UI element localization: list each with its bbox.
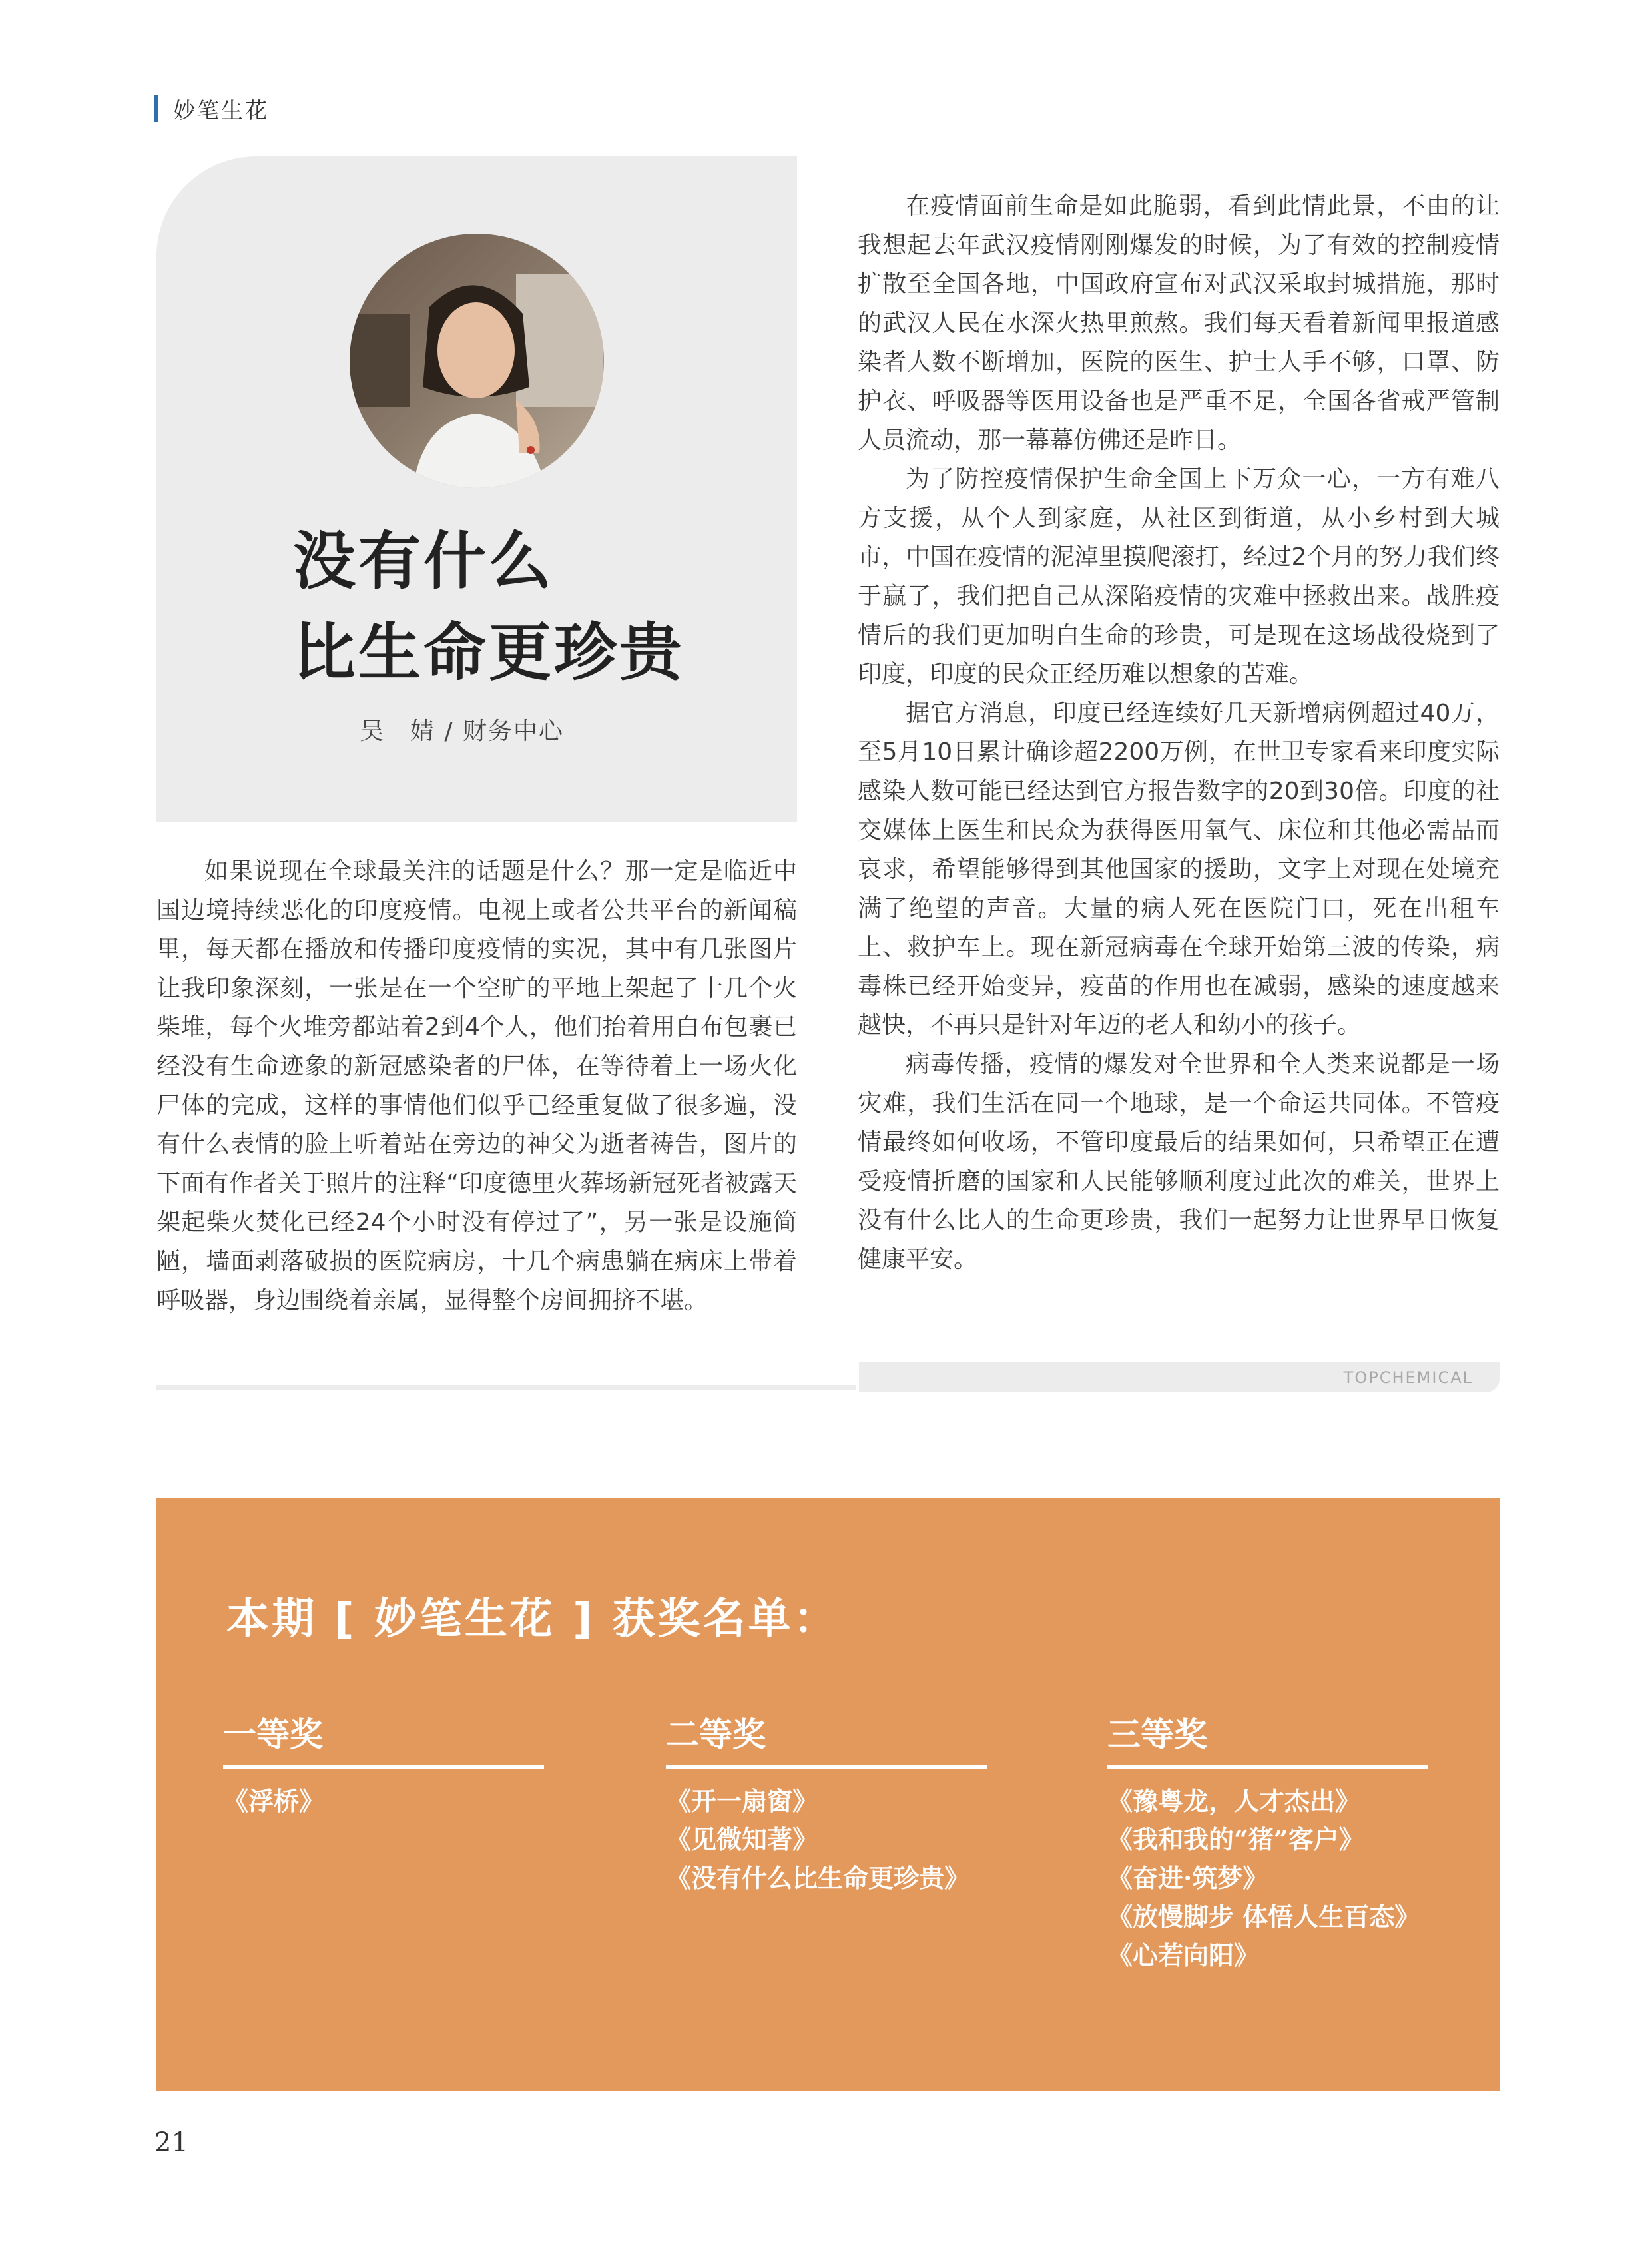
award-item: 《豫粤龙，人才杰出》 — [1107, 1786, 1361, 1816]
section-accent-bar — [154, 95, 158, 122]
award-item: 《放慢脚步 体悟人生百态》 — [1107, 1902, 1420, 1932]
footer-brand: TOPCHEMICAL — [1343, 1368, 1473, 1387]
awards-title: 本期 [ 妙笔生花 ] 获奖名单： — [226, 1595, 839, 1644]
right-column — [858, 187, 1500, 1280]
award-item: 《见微知著》 — [666, 1824, 818, 1854]
award-item: 《没有什么比生命更珍贵》 — [666, 1863, 970, 1893]
paragraph: 为了防控疫情保护生命全国上下万众一心，一方有难八方支援，从个人到家庭，从社区到街道，从小乡村到大城市，中国在疫情的泥淖里摸爬滚打，经过2个月的努力我们终于赢了，我们把自己从深陷疫情的灾难中拯救出来。战胜疫情后的我们更加明白生命的珍贵，可是现在这场战役烧到了印度，印度的民众正经历难以想象的苦难。 — [858, 465, 1500, 689]
author-photo — [350, 234, 604, 488]
second-prize-heading: 二等奖 — [666, 1708, 987, 1769]
article-title — [293, 516, 685, 699]
column-divider — [156, 1385, 856, 1390]
first-prize-column — [223, 1708, 544, 1821]
footer-strip — [859, 1362, 1500, 1392]
award-item: 《我和我的“猪”客户》 — [1107, 1824, 1364, 1854]
author-byline: 吴 婧 / 财务中心 — [360, 718, 565, 745]
award-item: 《奋进·筑梦》 — [1107, 1863, 1268, 1893]
left-column — [156, 852, 797, 1320]
paragraph: 如果说现在全球最关注的话题是什么？那一定是临近中国边境持续恶化的印度疫情。电视上或者公共平台的新闻稿里，每天都在播放和传播印度疫情的实况，其中有几张图片让我印象深刻，一张是在一个空旷的平地上架起了十几个火柴堆，每个火堆旁都站着2到4个人，他们抬着用白布包裹已经没有生命迹象的新冠感染者的尸体，在等待着上一场火化尸体的完成，这样的事情他们似乎已经重复做了很多遍，没有什么表情的脸上听着站在旁边的神父为逝者祷告，图片的下面有作者关于照片的注释“印度德里火葬场新冠死者被露天架起柴火焚化已经24个小时没有停过了”，另一张是设施简陋，墙面剥落破损的医院病房，十几个病患躺在病床上带着呼吸器，身边围绕着亲属，显得整个房间拥挤不堪。 — [156, 858, 797, 1314]
award-item: 《开一扇窗》 — [666, 1786, 818, 1816]
second-prize-column — [666, 1708, 987, 1898]
award-item: 《心若向阳》 — [1107, 1940, 1260, 1970]
awards-panel — [156, 1498, 1500, 2091]
page-number: 21 — [154, 2127, 188, 2158]
third-prize-column — [1107, 1708, 1428, 1975]
section-name: 妙笔生花 — [173, 97, 269, 123]
first-prize-heading: 一等奖 — [223, 1708, 544, 1769]
paragraph: 据官方消息，印度已经连续好几天新增病例超过40万，至5月10日累计确诊超2200万例，在世卫专家看来印度实际感染人数可能已经达到官方报告数字的20到30倍。印度的社交媒体上医生和民众为获得医用氧气、床位和其他必需品而哀求，希望能够得到其他国家的援助，文字上对现在处境充满了绝望的声音。大量的病人死在医院门口，死在出租车上、救护车上。现在新冠病毒在全球开始第三波的传染，病毒株已经开始变异，疫苗的作用也在减弱，感染的速度越来越快，不再只是针对年迈的老人和幼小的孩子。 — [858, 699, 1500, 1039]
paragraph: 在疫情面前生命是如此脆弱，看到此情此景，不由的让我想起去年武汉疫情刚刚爆发的时候，为了有效的控制疫情扩散至全国各地，中国政府宣布对武汉采取封城措施，那时的武汉人民在水深火热里煎熬。我们每天看着新闻里报道感染者人数不断增加，医院的医生、护士人手不够，口罩、防护衣、呼吸器等医用设备也是严重不足，全国各省戒严管制人员流动，那一幕幕仿佛还是昨日。 — [858, 192, 1500, 454]
third-prize-heading: 三等奖 — [1107, 1708, 1428, 1769]
section-tag — [154, 93, 269, 124]
title-line-1: 没有什么 — [293, 525, 555, 598]
award-item: 《浮桥》 — [223, 1786, 325, 1816]
paragraph: 病毒传播，疫情的爆发对全世界和全人类来说都是一场灾难，我们生活在同一个地球，是一个命运共同体。不管疫情最终如何收场，不管印度最后的结果如何，只希望正在遭受疫情折磨的国家和人民能够顺利度过此次的难关，世界上没有什么比人的生命更珍贵，我们一起努力让世界早日恢复健康平安。 — [858, 1051, 1500, 1274]
title-line-2: 比生命更珍贵 — [293, 616, 685, 689]
